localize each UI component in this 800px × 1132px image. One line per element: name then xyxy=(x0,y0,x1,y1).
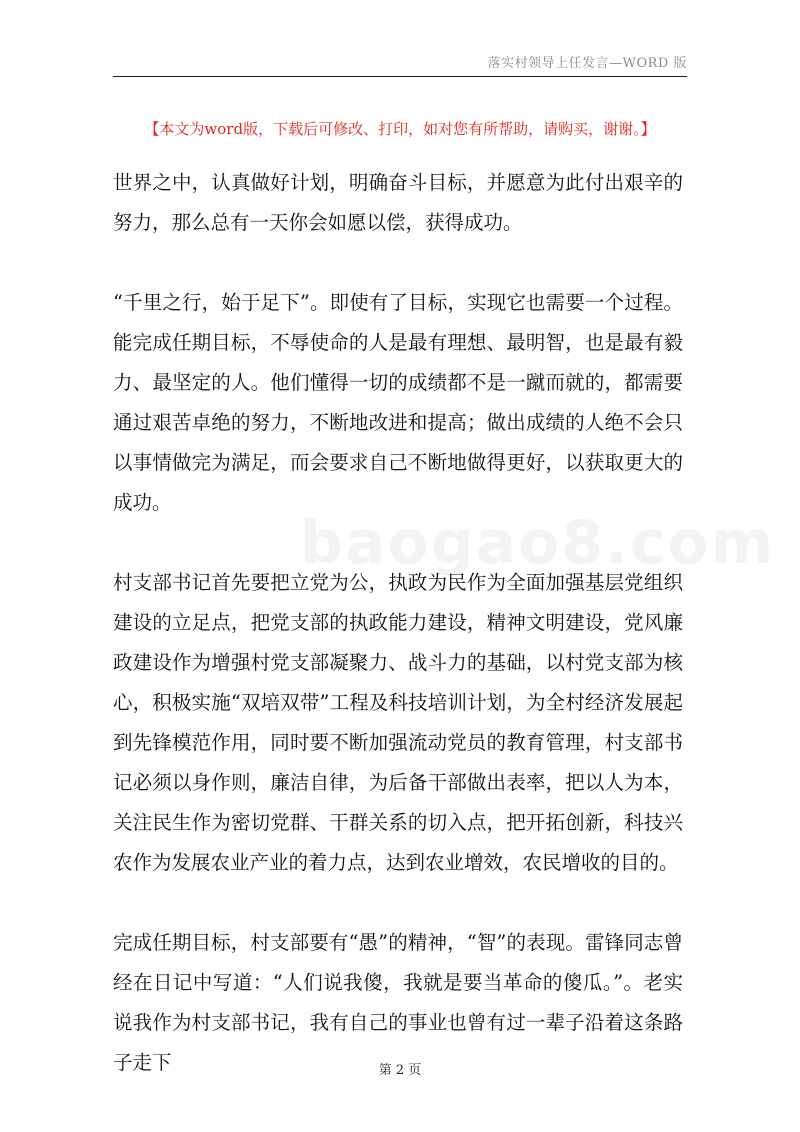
document-header-title: 落实村领导上任发言—WORD 版 xyxy=(487,56,687,71)
document-body xyxy=(113,163,683,1083)
paragraph: 完成任期目标，村支部要有“愚”的精神，“智”的表现。雷锋同志曾经在日记中写道：“人们说我傻，我就是要当革命的傻瓜。”。老实说我作为村支部书记，我有自己的事业也曾有过一辈子沿着这条路子走下 xyxy=(113,931,683,1074)
header-divider xyxy=(113,76,687,77)
page-number: 第 2 页 xyxy=(378,1063,422,1078)
purchase-notice: 【本文为word版，下载后可修改、打印，如对您有所帮助，请购买，谢谢。】 xyxy=(144,120,656,138)
watermark: baogao8.com xyxy=(300,508,776,578)
paragraph: 世界之中，认真做好计划，明确奋斗目标，并愿意为此付出艰辛的努力，那么总有一天你会如愿以偿，获得成功。 xyxy=(113,171,683,234)
paragraph: “千里之行，始于足下”。即使有了目标，实现它也需要一个过程。能完成任期目标，不辱使命的人是最有理想、最明智，也是最有毅力、最坚定的人。他们懂得一切的成绩都不是一蹴而就的，都需要通过艰苦卓绝的努力，不断地改进和提高；做出成绩的人绝不会只以事情做完为满足，而会要求自己不断地做得更好，以获取更大的成功。 xyxy=(113,291,683,514)
paragraph: 村支部书记首先要把立党为公，执政为民作为全面加强基层党组织建设的立足点，把党支部的执政能力建设，精神文明建设，党风廉政建设作为增强村党支部凝聚力、战斗力的基础，以村党支部为核心，积极实施“双培双带”工程及科技培训计划，为全村经济发展起到先锋模范作用，同时要不断加强流动党员的教育管理，村支部书记必须以身作则，廉洁自律，为后备干部做出表率，把以人为本，关注民生作为密切党群、干群关系的切入点，把开拓创新，科技兴农作为发展农业产业的着力点，达到农业增效，农民增收的目的。 xyxy=(113,571,683,874)
